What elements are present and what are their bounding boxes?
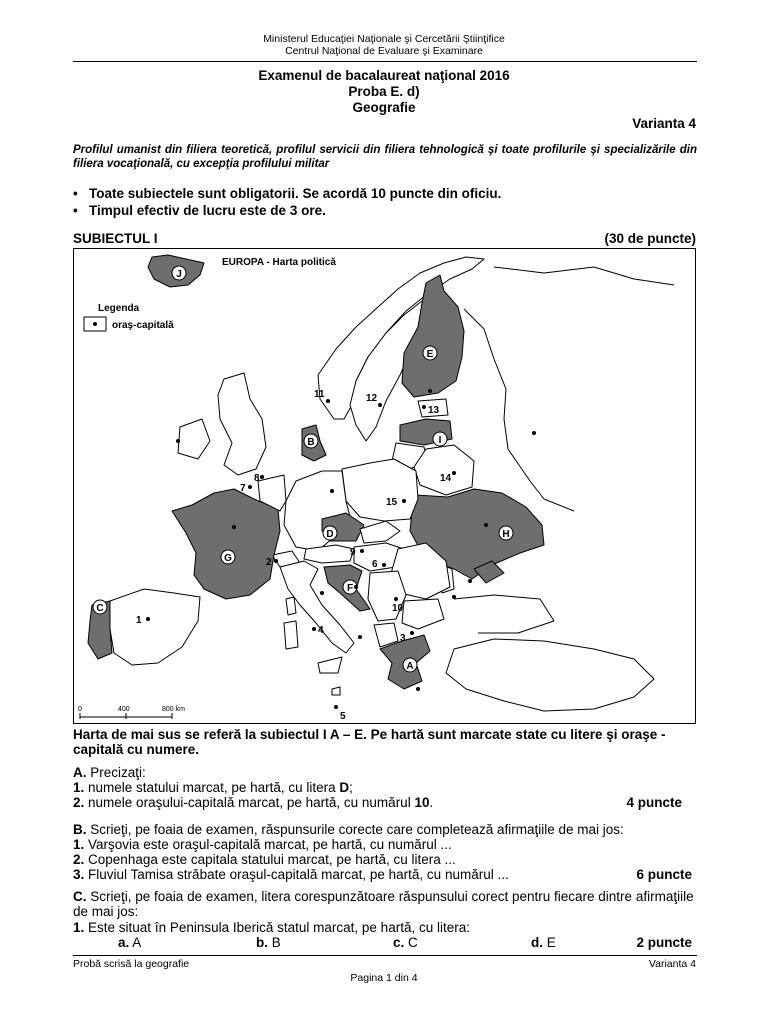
- sicily: [318, 657, 342, 673]
- rule-1: • Toate subiectele sunt obligatorii. Se acordă 10 puncte din oficiu.: [73, 186, 502, 201]
- state-label-j: [172, 266, 186, 280]
- state-label-e: [423, 346, 437, 360]
- state-label-h: [499, 526, 513, 540]
- svg-text:0: 0: [78, 706, 82, 713]
- svg-text:10: 10: [392, 603, 404, 614]
- city-7: [240, 483, 252, 494]
- part-c-option-a: a. A: [118, 935, 142, 950]
- part-b-item-2: 2. Copenhaga este capitala statului marcat, pe hartă, cu litera ...: [73, 852, 456, 867]
- svg-text:12: 12: [366, 393, 378, 404]
- capital-dot: [320, 591, 324, 595]
- part-b-item-1: 1. Varşovia este oraşul-capitală marcat, pe hartă, cu numărul ...: [73, 837, 452, 852]
- russia-border: [464, 309, 574, 511]
- part-b-points: 6 puncte: [636, 867, 692, 882]
- corsica: [286, 597, 296, 615]
- part-c-item-1: 1. Este situat în Peninsula Iberică statul marcat, pe hartă, cu litera:: [73, 920, 470, 935]
- part-c-option-b: b. B: [256, 935, 281, 950]
- svg-text:11: 11: [314, 389, 325, 400]
- capital-dot: [468, 579, 472, 583]
- sardinia: [284, 621, 298, 649]
- map-intro: Harta de mai sus se referă la subiectul I A – E. Pe hartă sunt marcate state cu litere şi oraşe - capitală cu numere.: [73, 727, 666, 757]
- capital-dot: [452, 595, 456, 599]
- exam-subject: Geografie: [352, 100, 416, 115]
- city-5: [334, 705, 346, 722]
- svg-text:6: 6: [372, 559, 378, 570]
- svg-text:400: 400: [118, 706, 130, 713]
- capital-dot: [232, 525, 236, 529]
- capital-dot: [532, 431, 536, 435]
- spain: [110, 589, 200, 665]
- ministry-name: Ministerul Educaţiei Naţionale şi Cercetării Ştiinţifice: [263, 33, 505, 45]
- center-name: Centrul Naţional de Evaluare şi Examinare: [285, 45, 483, 57]
- footer-rule: [73, 955, 697, 956]
- scale-bar: [78, 706, 185, 719]
- part-b-prompt: B. Scrieţi, pe foaia de examen, răspunsurile corecte care completează afirmaţiile de mai jos:: [73, 822, 624, 837]
- svg-text:5: 5: [340, 711, 346, 722]
- capital-dot: [176, 439, 180, 443]
- capital-dot: [358, 635, 362, 639]
- profile-note: Profilul umanist din filiera teoretică, profilul servicii din filiera tehnologică şi toate profilurile şi specializările din filiera vocaţională, cu excepţia profilului militar: [73, 144, 697, 170]
- svg-text:E: E: [426, 349, 434, 360]
- svg-text:J: J: [176, 269, 182, 280]
- section-points: (30 de puncte): [604, 231, 696, 246]
- turkey: [446, 639, 654, 711]
- bulgaria: [402, 599, 444, 629]
- europe-map: [73, 248, 696, 724]
- svg-text:C: C: [96, 603, 104, 614]
- state-label-g: [221, 550, 235, 564]
- capital-dot: [428, 389, 432, 393]
- part-c-option-d: d. E: [531, 935, 556, 950]
- svg-text:9: 9: [350, 547, 356, 558]
- section-title: SUBIECTUL I: [73, 231, 158, 246]
- legend-dot: [93, 322, 97, 326]
- svg-text:I: I: [438, 435, 442, 446]
- coast-north: [494, 267, 674, 285]
- poland: [342, 459, 418, 521]
- part-c-prompt: C. Scrieţi, pe foaia de examen, litera corespunzătoare răspunsului corect pentru fiecare dintre afirmaţiile de mai jos:: [73, 889, 694, 919]
- svg-text:3: 3: [400, 633, 406, 644]
- svg-text:15: 15: [386, 497, 398, 508]
- footer-page: Pagina 1 din 4: [350, 972, 418, 984]
- svg-text:8: 8: [254, 473, 260, 484]
- svg-text:800 km: 800 km: [162, 706, 185, 713]
- exam-variant: Varianta 4: [632, 116, 696, 131]
- svg-text:1: 1: [136, 615, 142, 626]
- svg-text:H: H: [502, 529, 510, 540]
- rule-2: • Timpul efectiv de lucru este de 3 ore.: [73, 203, 326, 218]
- state-label-d: [323, 526, 337, 540]
- state-g-france: [172, 489, 280, 599]
- svg-text:A: A: [406, 661, 414, 672]
- footer-right: Varianta 4: [648, 958, 696, 970]
- svg-text:7: 7: [240, 483, 246, 494]
- state-label-c: [93, 600, 107, 614]
- part-a-item-1: 1. numele statului marcat, pe hartă, cu litera D;: [73, 780, 353, 795]
- exam-probe: Proba E. d): [348, 84, 420, 99]
- svg-text:G: G: [224, 553, 232, 564]
- malta: [332, 687, 340, 695]
- legend-title: Legenda: [98, 303, 140, 314]
- capital-dot: [484, 523, 488, 527]
- svg-text:13: 13: [428, 405, 440, 416]
- capital-dot: [416, 687, 420, 691]
- part-a-prompt: A. Precizaţi:: [73, 765, 146, 780]
- svg-text:14: 14: [440, 473, 452, 484]
- capital-dot: [330, 489, 334, 493]
- slovakia: [360, 521, 400, 543]
- coast-black-sea: [454, 595, 554, 633]
- svg-text:2: 2: [266, 557, 272, 568]
- part-a-points: 4 puncte: [626, 795, 682, 810]
- part-c-points: 2 puncte: [636, 935, 692, 950]
- map-title: EUROPA - Harta politică: [222, 257, 336, 268]
- part-b-item-3: 3. Fluviul Tamisa străbate oraşul-capitală marcat, pe hartă, cu numărul ...: [73, 867, 509, 882]
- capital-dot: [354, 585, 358, 589]
- svg-text:F: F: [346, 583, 354, 594]
- europe-political-map: [74, 249, 696, 724]
- part-c-option-c: c. C: [393, 935, 418, 950]
- legend-item: oraş-capitală: [112, 320, 174, 331]
- svg-text:4: 4: [318, 625, 324, 636]
- state-label-a: [403, 658, 417, 672]
- part-a-item-2: 2. numele oraşului-capitală marcat, pe hartă, cu numărul 10.: [73, 795, 434, 810]
- united-kingdom: [218, 373, 266, 475]
- exam-title: Examenul de bacalaureat naţional 2016: [258, 68, 510, 83]
- footer-left: Probă scrisă la geografie: [73, 958, 190, 970]
- svg-text:B: B: [307, 437, 315, 448]
- city-4: [312, 625, 324, 636]
- svg-text:D: D: [326, 529, 334, 540]
- state-label-b: [304, 434, 318, 448]
- ireland: [178, 419, 210, 459]
- state-label-i: [433, 432, 447, 446]
- header-rule: [73, 61, 697, 62]
